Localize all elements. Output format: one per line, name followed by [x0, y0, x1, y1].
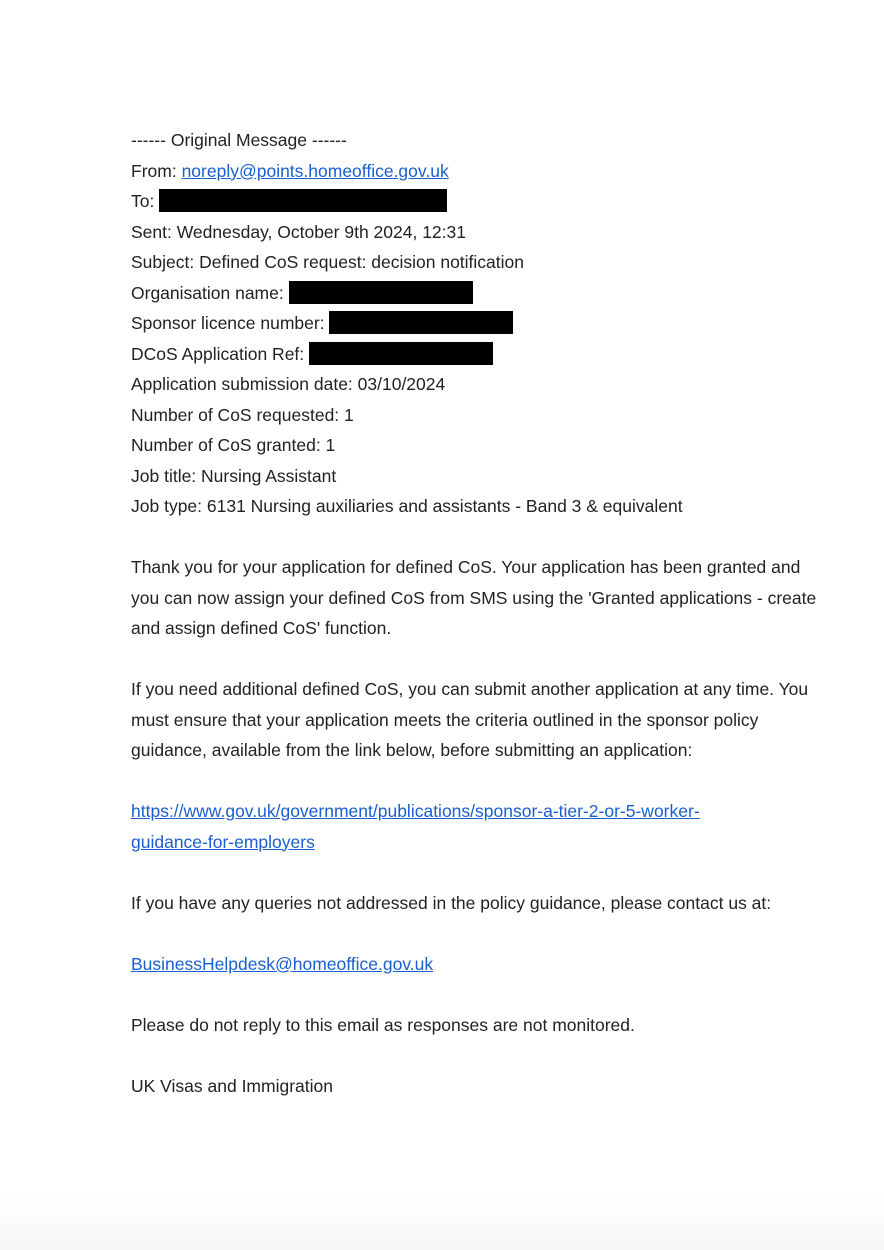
organisation-label: Organisation name: — [131, 282, 289, 303]
original-message-separator: ------ Original Message ------ — [131, 130, 347, 150]
redacted-licence-number — [329, 311, 513, 334]
dcos-ref-label: DCoS Application Ref: — [131, 343, 310, 364]
job-type-line: Job type: 6131 Nursing auxiliaries and assistants - Band 3 & equivalent — [131, 496, 683, 516]
no-reply-paragraph: Please do not reply to this email as responses are not monitored. — [131, 1014, 635, 1035]
helpdesk-block — [131, 949, 831, 980]
redacted-organisation — [289, 281, 473, 304]
helpdesk-email-link[interactable]: BusinessHelpdesk@homeoffice.gov.uk — [131, 953, 434, 974]
from-label: From: — [131, 160, 182, 181]
queries-paragraph: If you have any queries not addressed in the policy guidance, please contact us at: — [131, 892, 772, 913]
organisation-line — [131, 278, 831, 309]
granted-paragraph: Thank you for your application for defined CoS. Your application has been granted and you can now assign your defined CoS from SMS using the 'Granted applications - create and assign defined CoS' function. — [131, 557, 817, 638]
from-line — [131, 156, 831, 187]
job-title-line: Job title: Nursing Assistant — [131, 465, 337, 486]
to-label: To: — [131, 191, 160, 211]
cos-requested-line: Number of CoS requested: 1 — [131, 404, 354, 425]
bottom-shade — [0, 1195, 884, 1250]
from-email-link[interactable]: noreply@points.homeoffice.gov.uk — [181, 160, 449, 181]
email-body — [131, 125, 831, 1101]
cos-granted-line: Number of CoS granted: 1 — [131, 435, 336, 455]
licence-label: Sponsor licence number: — [131, 313, 330, 333]
submission-date-line: Application submission date: 03/10/2024 — [131, 374, 446, 394]
redacted-dcos-ref — [309, 342, 493, 365]
guidance-link-line-2[interactable]: guidance-for-employers — [131, 831, 315, 852]
additional-cos-paragraph: If you need additional defined CoS, you can submit another application at any time. You must ensure that your application meets the criteria outlined in the sponsor policy guidance, available from the link below, before submitting an application: — [131, 679, 809, 760]
guidance-link-block — [131, 796, 831, 857]
licence-line — [131, 308, 831, 339]
signature: UK Visas and Immigration — [131, 1075, 333, 1096]
to-line — [131, 186, 831, 217]
guidance-link-line-1[interactable]: https://www.gov.uk/government/publications/sponsor-a-tier-2-or-5-worker- — [131, 801, 700, 821]
subject-line: Subject: Defined CoS request: decision notification — [131, 252, 525, 272]
redacted-recipient — [159, 189, 447, 212]
sent-line: Sent: Wednesday, October 9th 2024, 12:31 — [131, 221, 466, 242]
dcos-ref-line — [131, 339, 831, 370]
